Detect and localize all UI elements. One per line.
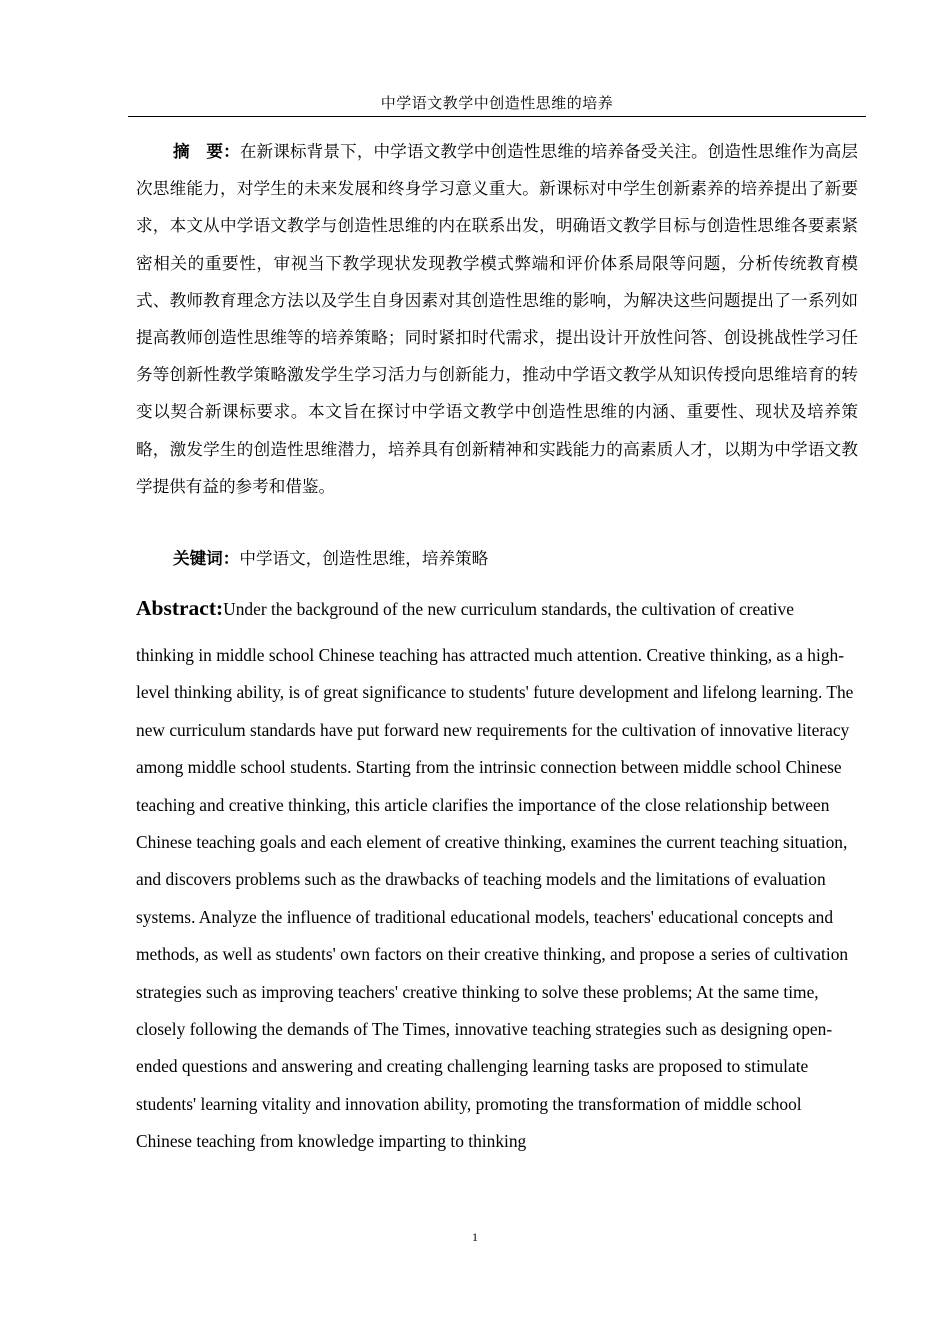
running-header (128, 92, 866, 117)
chinese-abstract-label: 摘 要： (173, 142, 240, 161)
page-number: 1 (472, 1230, 478, 1244)
english-abstract-text: thinking in middle school Chinese teaching has attracted much attention. Creative thinking, as a high-level thinking ability, is of great significance to students' future development and lifelong learning. The new curriculum standards have put forward new requirements for the cultivation of innovative literacy among middle school students. Starting from the intrinsic connection between middle school Chinese teaching and creative thinking, this article clarifies the importance of the close relationship between Chinese teaching goals and each element of creative thinking, examines the current teaching situation, and discovers problems such as the drawbacks of teaching models and the limitations of evaluation systems. Analyze the influence of traditional educational models, teachers' educational concepts and methods, as well as students' own factors on their creative thinking, and propose a series of cultivation strategies such as improving teachers' creative thinking to solve these problems; At the same time, closely following the demands of The Times, innovative teaching strategies such as designing open-ended questions and answering and creating challenging learning tasks are proposed to stimulate students' learning vitality and innovation ability, promoting the transformation of middle school Chinese teaching from knowledge imparting to thinking (136, 645, 854, 1152)
header-title: 中学语文教学中创造性思维的培养 (380, 94, 614, 112)
english-abstract-label: Abstract: (136, 596, 224, 620)
english-abstract-first-line (136, 590, 858, 637)
english-abstract-first-line-text: Under the background of the new curriculum standards, the cultivation of creative (223, 599, 794, 619)
chinese-keywords (136, 540, 858, 577)
chinese-abstract (136, 133, 858, 505)
chinese-keywords-text: 中学语文，创造性思维，培养策略 (239, 549, 489, 568)
chinese-abstract-text: 在新课标背景下，中学语文教学中创造性思维的培养备受关注。创造性思维作为高层次思维能力，对学生的未来发展和终身学习意义重大。新课标对中学生创新素养的培养提出了新要求，本文从中学语文教学与创造性思维的内在联系出发，明确语文教学目标与创造性思维各要素紧密相关的重要性，审视当下教学现状发现教学模式弊端和评价体系局限等问题，分析传统教育模式、教师教育理念方法以及学生自身因素对其创造性思维的影响，为解决这些问题提出了一系列如提高教师创造性思维等的培养策略；同时紧扣时代需求，提出设计开放性问答、创设挑战性学习任务等创新性教学策略激发学生学习活力与创新能力，推动中学语文教学从知识传授向思维培育的转变以契合新课标要求。本文旨在探讨中学语文教学中创造性思维的内涵、重要性、现状及培养策略，激发学生的创造性思维潜力，培养具有创新精神和实践能力的高素质人才，以期为中学语文教学提供有益的参考和借鉴。 (136, 142, 859, 496)
chinese-keywords-label: 关键词： (173, 549, 240, 568)
english-abstract (136, 590, 858, 1161)
